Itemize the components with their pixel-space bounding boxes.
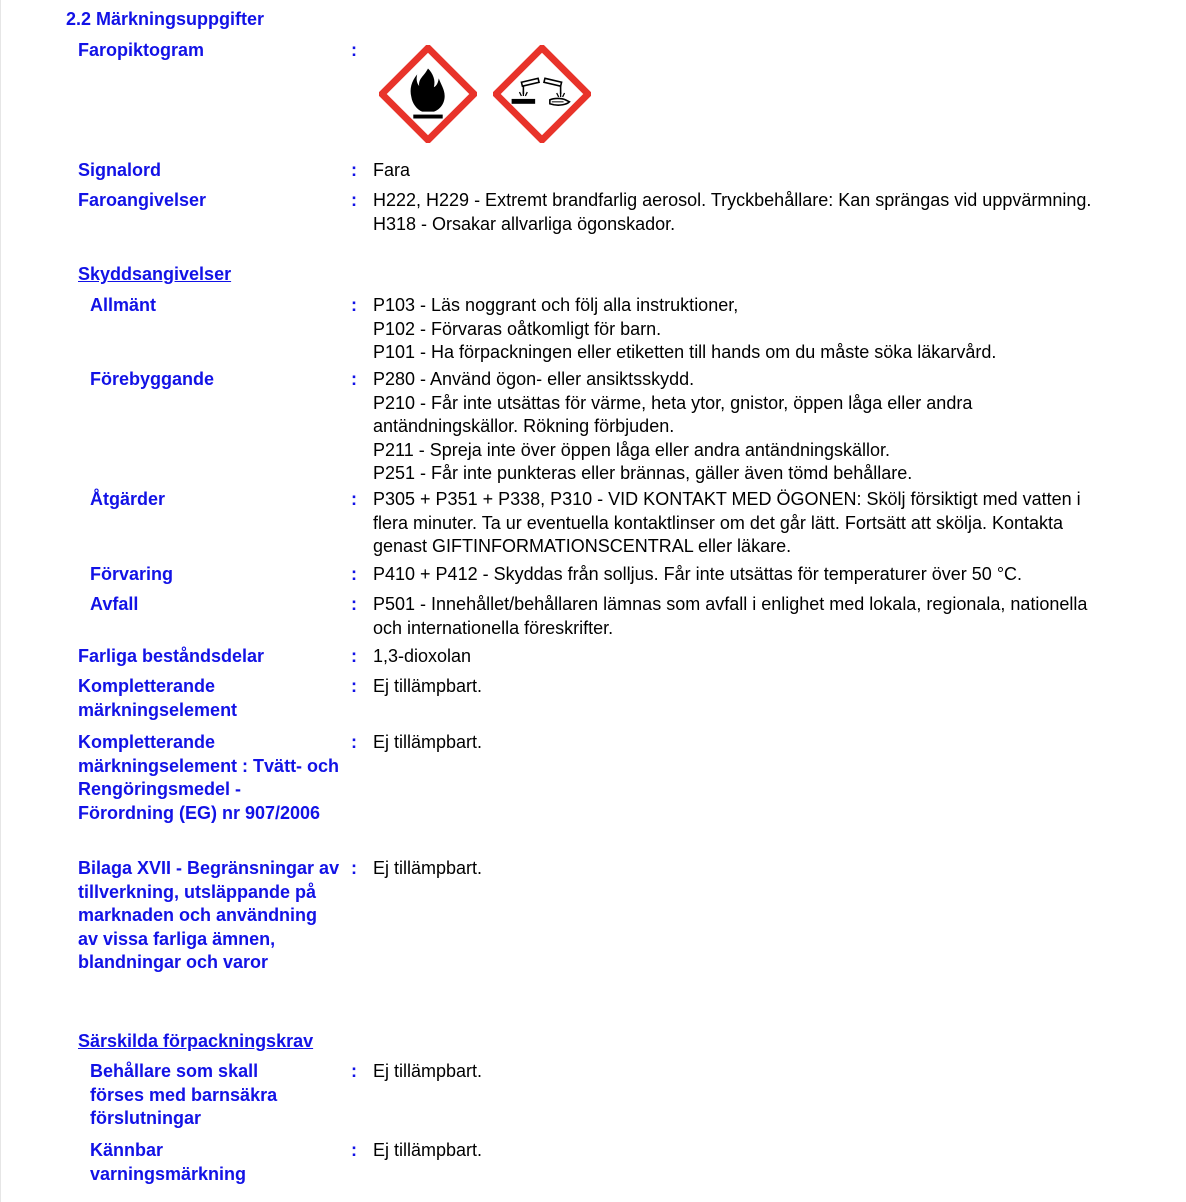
colon-separator: : [351,489,357,509]
supplemental-labelling-value: Ej tillämpbart. [373,676,483,696]
precautionary-line: P101 - Ha förpackningen eller etiketten till hands om du måste söka läkarvård. [373,342,997,362]
storage-label: Förvaring [90,564,174,584]
signal-word-value: Fara [373,160,411,180]
flame-icon [379,45,477,143]
colon-separator: : [351,676,357,696]
colon-separator: : [351,190,357,210]
precautionary-line: P280 - Använd ögon- eller ansiktsskydd. [373,369,695,389]
response-label: Åtgärder [90,489,166,509]
supplemental-detergents-label: Kompletterande märkningselement : Tvätt- och Rengöringsmedel - Förordning (EG) nr 907/2006 [78,732,340,823]
colon-separator: : [351,40,357,60]
colon-separator: : [351,732,357,752]
hazard-statement-line: H222, H229 - Extremt brandfarlig aerosol. Tryckbehållare: Kan sprängas vid uppvärmning. [373,190,1092,210]
annex-xvii-label: Bilaga XVII - Begränsningar av tillverkning, utsläppande på marknaden och användning av vissa farliga ämnen, blandningar och varor [78,858,340,972]
hazardous-components-label: Farliga beståndsdelar [78,646,265,666]
precautionary-line: P211 - Spreja inte över öppen låga eller andra antändningskällor. [373,439,891,460]
general-value [373,294,1103,365]
colon-separator: : [351,564,357,584]
precautionary-line: P305 + P351 + P338, P310 - VID KONTAKT MED ÖGONEN: Skölj försiktigt med vatten i flera minuter. Ta ur eventuella kontaktlinser om det går lätt. Fortsätt att skölja. Kontakta genast GIFTINFORMATIONSCENTRAL eller läkare. [373,489,1081,556]
tactile-warning-value: Ej tillämpbart. [373,1140,483,1160]
hazard-statements-label: Faroangivelser [78,190,207,210]
colon-separator: : [351,369,357,389]
general-label: Allmänt [90,295,157,315]
sds-section-2-2 [1,0,1186,1202]
precautionary-line: P102 - Förvaras oåtkomligt för barn. [373,318,662,339]
colon-separator: : [351,295,357,315]
supplemental-detergents-value: Ej tillämpbart. [373,732,483,752]
hazard-statement-line: H318 - Orsakar allvarliga ögonskador. [373,213,676,234]
disposal-label: Avfall [90,594,139,614]
colon-separator: : [351,646,357,666]
storage-value [373,563,1103,587]
signal-word-label: Signalord [78,160,162,180]
hazardous-components-value: 1,3-dioxolan [373,646,472,666]
colon-separator: : [351,160,357,180]
colon-separator: : [351,594,357,614]
section-title: 2.2 Märkningsuppgifter [66,9,265,29]
colon-separator: : [351,1061,357,1081]
disposal-value [373,593,1103,640]
tactile-warning-label: Kännbar varningsmärkning [90,1140,247,1184]
packaging-heading: Särskilda förpackningskrav [78,1031,314,1051]
colon-separator: : [351,1140,357,1160]
child-resistant-value: Ej tillämpbart. [373,1061,483,1081]
colon-separator: : [351,858,357,878]
prevention-value [373,368,1103,486]
prevention-label: Förebyggande [90,369,215,389]
precautionary-line: P210 - Får inte utsättas för värme, heta ytor, gnistor, öppen låga eller andra antändningskällor. Rökning förbjuden. [373,392,973,436]
precautionary-line: P501 - Innehållet/behållaren lämnas som avfall i enlighet med lokala, regionala, nationella och internationella föreskrifter. [373,594,1088,638]
response-value [373,488,1103,559]
precautionary-line: P410 + P412 - Skyddas från solljus. Får inte utsättas för temperaturer över 50 °C. [373,564,1023,584]
precautionary-line: P103 - Läs noggrant och följ alla instruktioner, [373,295,739,315]
supplemental-labelling-label: Kompletterande märkningselement [78,676,238,720]
precautionary-heading: Skyddsangivelser [78,264,232,284]
hazard-statements-value [373,189,1103,236]
annex-xvii-value: Ej tillämpbart. [373,858,483,878]
pictograms-label: Faropiktogram [78,40,205,60]
corrosion-icon [493,45,591,143]
child-resistant-label: Behållare som skall förses med barnsäkra förslutningar [90,1061,278,1128]
precautionary-line: P251 - Får inte punkteras eller brännas, gäller även tömd behållare. [373,463,913,483]
